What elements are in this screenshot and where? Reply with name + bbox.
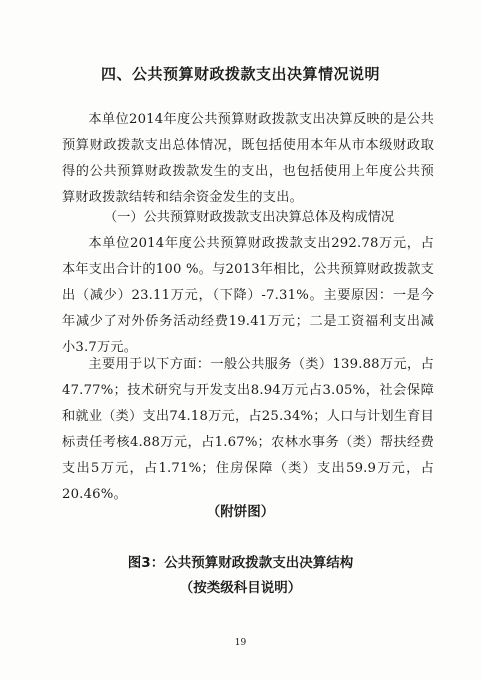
composition-paragraph: [62, 352, 434, 508]
intro-paragraph-text: 本单位2014年度公共预算财政拨款支出决算反映的是公共预算财政拨款支出总体情况，既包括使用本年从市本级财政取得的公共预算财政拨款发生的支出，也包括使用上年度公共预算财政拨款结转和结余资金发生的支出。: [62, 112, 434, 205]
overview-paragraph: [62, 231, 434, 361]
attachment-label: （附饼图）: [206, 504, 275, 520]
page-number: 19: [234, 638, 247, 648]
figure-subtitle: （按类级科目说明）: [179, 580, 302, 596]
intro-paragraph: [62, 107, 434, 211]
composition-paragraph-text: 主要用于以下方面：一般公共服务（类）139.88万元，占47.77%；技术研究与开发支出8.94万元占3.05%，社会保障和就业（类）支出74.18万元，占25.34%；人口与计划生育目标责任考核4.88万元，占1.67%；农林水事务（类）帮扶经费支出5万元，占1.71%；住房保障（类）支出59.9万元，占20.46%。: [62, 357, 434, 502]
section-heading: 四、公共预算财政拨款支出决算情况说明: [100, 65, 380, 83]
overview-paragraph-text: 本单位2014年度公共预算财政拨款支出292.78万元，占本年支出合计的100 %。与2013年相比，公共预算财政拨款支出（减少）23.11万元，（下降）-7.31%。主要原因：一是今年减少了对外侨务活动经费19.41万元；二是工资福利支出减小3.7万元。: [62, 236, 434, 355]
figure-title: 图3：公共预算财政拨款支出决算结构: [127, 555, 354, 571]
sub-heading: （一）公共预算财政拨款支出决算总体及构成情况: [104, 210, 395, 225]
